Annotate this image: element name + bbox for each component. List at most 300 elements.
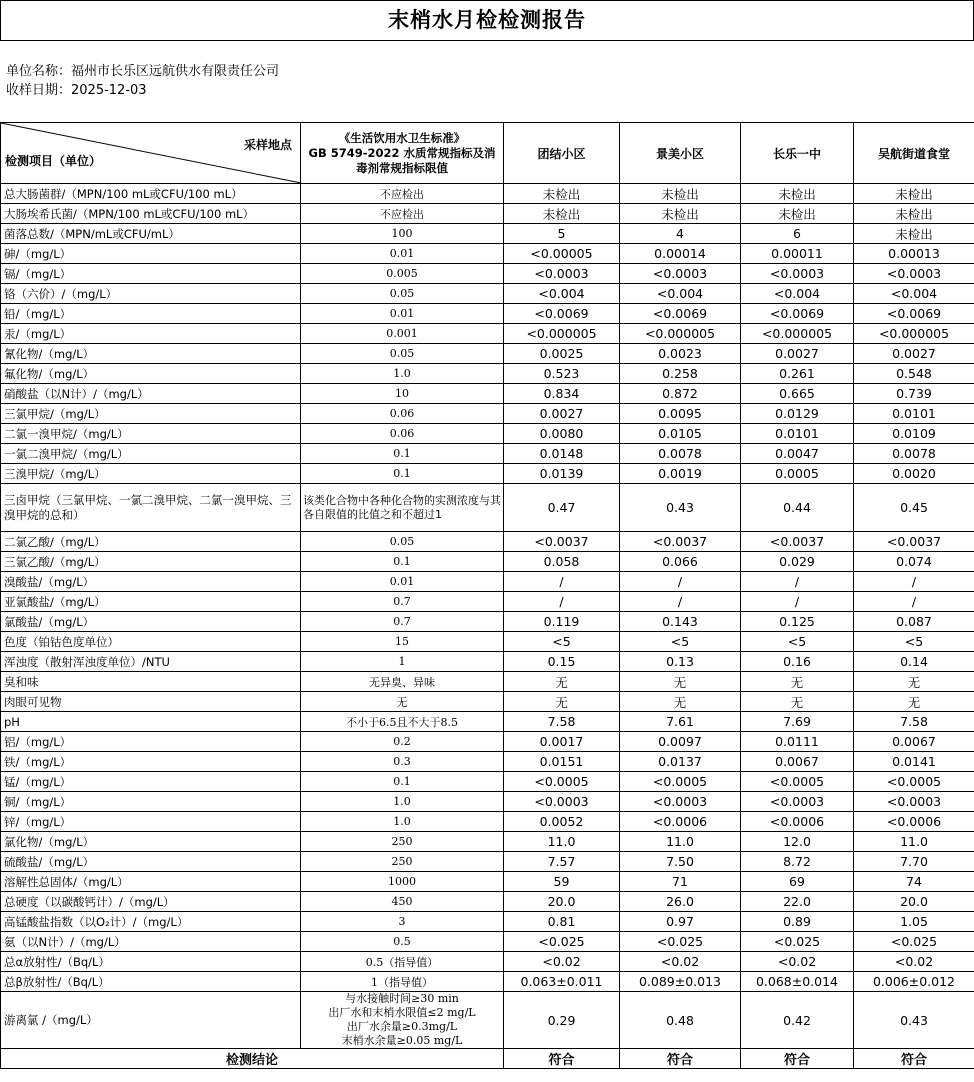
standard-value: 100 bbox=[301, 224, 504, 244]
item-name: 镉/（mg/L） bbox=[1, 264, 301, 284]
table-row bbox=[1, 224, 974, 244]
table-row bbox=[1, 612, 974, 632]
standard-value: 该类化合物中各种化合物的实测浓度与其各自限值的比值之和不超过1 bbox=[301, 484, 504, 532]
result-value: 11.0 bbox=[504, 832, 620, 852]
table-row bbox=[1, 424, 974, 444]
result-value: <0.0006 bbox=[854, 812, 974, 832]
result-value: 0.0027 bbox=[854, 344, 974, 364]
standard-value: 15 bbox=[301, 632, 504, 652]
standard-line: 出厂水和末梢水限值≤2 mg/L bbox=[328, 1006, 476, 1019]
result-value: <0.000005 bbox=[854, 324, 974, 344]
item-name: 溶解性总固体/（mg/L） bbox=[1, 872, 301, 892]
standard-value bbox=[301, 992, 504, 1049]
item-name: 汞/（mg/L） bbox=[1, 324, 301, 344]
result-value: 0.0023 bbox=[620, 344, 741, 364]
result-value: 0.125 bbox=[741, 612, 854, 632]
result-value: 无 bbox=[504, 692, 620, 712]
result-value: 0.0148 bbox=[504, 444, 620, 464]
result-value: 8.72 bbox=[741, 852, 854, 872]
result-value: 5 bbox=[504, 224, 620, 244]
standard-value: 1.0 bbox=[301, 364, 504, 384]
result-value: 11.0 bbox=[854, 832, 974, 852]
result-value: 7.70 bbox=[854, 852, 974, 872]
result-value: 0.0141 bbox=[854, 752, 974, 772]
unit-label: 单位名称： bbox=[6, 64, 72, 79]
result-value: 无 bbox=[741, 672, 854, 692]
conclusion-value: 符合 bbox=[741, 1049, 854, 1069]
result-value: <0.02 bbox=[741, 952, 854, 972]
item-name: 一氯二溴甲烷/（mg/L） bbox=[1, 444, 301, 464]
result-value: <0.0005 bbox=[620, 772, 741, 792]
result-value: 7.61 bbox=[620, 712, 741, 732]
result-value: 0.00013 bbox=[854, 244, 974, 264]
standard-value: 10 bbox=[301, 384, 504, 404]
item-name: 氨（以N计）/（mg/L） bbox=[1, 932, 301, 952]
item-name: 浑浊度（散射浑浊度单位）/NTU bbox=[1, 652, 301, 672]
result-value: 0.0019 bbox=[620, 464, 741, 484]
table-row bbox=[1, 464, 974, 484]
conclusion-value: 符合 bbox=[620, 1049, 741, 1069]
result-value: / bbox=[854, 572, 974, 592]
standard-value: 0.05 bbox=[301, 532, 504, 552]
corner-item-label: 检测项目（单位） bbox=[5, 154, 102, 168]
item-name: 肉眼可见物 bbox=[1, 692, 301, 712]
table-row bbox=[1, 712, 974, 732]
result-value: 0.00014 bbox=[620, 244, 741, 264]
item-name: 三氯甲烷/（mg/L） bbox=[1, 404, 301, 424]
result-value: 未检出 bbox=[854, 184, 974, 204]
table-row bbox=[1, 812, 974, 832]
result-value: 0.0027 bbox=[741, 344, 854, 364]
result-value: 12.0 bbox=[741, 832, 854, 852]
standard-value: 0.05 bbox=[301, 284, 504, 304]
table-row bbox=[1, 244, 974, 264]
standard-value: 3 bbox=[301, 912, 504, 932]
result-value: 0.0078 bbox=[620, 444, 741, 464]
result-value: 74 bbox=[854, 872, 974, 892]
item-name: 氯酸盐/（mg/L） bbox=[1, 612, 301, 632]
result-value: 0.89 bbox=[741, 912, 854, 932]
result-value: 0.063±0.011 bbox=[504, 972, 620, 992]
result-value: 0.0151 bbox=[504, 752, 620, 772]
standard-value: 1 bbox=[301, 652, 504, 672]
result-value: 11.0 bbox=[620, 832, 741, 852]
table-row bbox=[1, 264, 974, 284]
result-value: <0.0003 bbox=[504, 264, 620, 284]
result-value: 0.089±0.013 bbox=[620, 972, 741, 992]
result-value: 4 bbox=[620, 224, 741, 244]
result-value: 59 bbox=[504, 872, 620, 892]
table-row bbox=[1, 892, 974, 912]
standard-line: 末梢水余量≥0.05 mg/L bbox=[341, 1034, 463, 1047]
result-value: 无 bbox=[854, 672, 974, 692]
result-value: 未检出 bbox=[854, 204, 974, 224]
standard-value: 0.2 bbox=[301, 732, 504, 752]
standard-value: 0.005 bbox=[301, 264, 504, 284]
result-value: 0.834 bbox=[504, 384, 620, 404]
result-value: <0.004 bbox=[741, 284, 854, 304]
result-value: 0.523 bbox=[504, 364, 620, 384]
standard-line: 与水接触时间≥30 min bbox=[345, 992, 459, 1005]
item-name: 三卤甲烷（三氯甲烷、一氯二溴甲烷、二氯一溴甲烷、三溴甲烷的总和） bbox=[1, 484, 301, 532]
standard-value: 无异臭、异味 bbox=[301, 672, 504, 692]
result-value: 0.0020 bbox=[854, 464, 974, 484]
result-value: 0.0109 bbox=[854, 424, 974, 444]
header-row bbox=[1, 123, 974, 184]
result-value: 未检出 bbox=[504, 204, 620, 224]
item-name: 菌落总数/（MPN/mL或CFU/mL） bbox=[1, 224, 301, 244]
standard-value: 0.3 bbox=[301, 752, 504, 772]
result-value: 0.00011 bbox=[741, 244, 854, 264]
standard-header bbox=[301, 123, 504, 184]
table-row bbox=[1, 692, 974, 712]
item-name: pH bbox=[1, 712, 301, 732]
conclusion-row bbox=[1, 1049, 974, 1069]
standard-value: 0.001 bbox=[301, 324, 504, 344]
table-row bbox=[1, 792, 974, 812]
table-row bbox=[1, 572, 974, 592]
result-value: 0.0078 bbox=[854, 444, 974, 464]
result-value: 0.258 bbox=[620, 364, 741, 384]
thm-body bbox=[1, 484, 974, 532]
result-value: <0.0037 bbox=[854, 532, 974, 552]
result-value: 0.0101 bbox=[741, 424, 854, 444]
result-value: 0.058 bbox=[504, 552, 620, 572]
standard-value: 不应检出 bbox=[301, 204, 504, 224]
result-value: 0.0111 bbox=[741, 732, 854, 752]
result-value: <0.004 bbox=[620, 284, 741, 304]
result-value: / bbox=[620, 572, 741, 592]
standard-value: 0.1 bbox=[301, 552, 504, 572]
table-row bbox=[1, 732, 974, 752]
result-value: <0.0037 bbox=[504, 532, 620, 552]
result-value: 0.0095 bbox=[620, 404, 741, 424]
result-value: 0.0080 bbox=[504, 424, 620, 444]
item-name: 臭和味 bbox=[1, 672, 301, 692]
item-name: 铅/（mg/L） bbox=[1, 304, 301, 324]
result-value: 0.0005 bbox=[741, 464, 854, 484]
result-value: <0.0003 bbox=[741, 264, 854, 284]
result-value: 未检出 bbox=[504, 184, 620, 204]
table-row bbox=[1, 552, 974, 572]
item-name: 氯化物/（mg/L） bbox=[1, 832, 301, 852]
table-row bbox=[1, 672, 974, 692]
result-value: <0.0006 bbox=[741, 812, 854, 832]
result-value: <0.0003 bbox=[620, 264, 741, 284]
result-value: / bbox=[741, 572, 854, 592]
result-value: <0.0003 bbox=[854, 264, 974, 284]
standard-value: 0.7 bbox=[301, 612, 504, 632]
result-value: 无 bbox=[504, 672, 620, 692]
item-name: 游离氯 /（mg/L） bbox=[1, 992, 301, 1049]
standard-value: 0.06 bbox=[301, 404, 504, 424]
item-name: 氰化物/（mg/L） bbox=[1, 344, 301, 364]
result-value: 0.548 bbox=[854, 364, 974, 384]
standard-value: 0.06 bbox=[301, 424, 504, 444]
result-value: 0.42 bbox=[741, 992, 854, 1049]
result-value: 0.0067 bbox=[854, 732, 974, 752]
result-value: <0.025 bbox=[504, 932, 620, 952]
result-value: 0.0027 bbox=[504, 404, 620, 424]
result-value: / bbox=[504, 592, 620, 612]
result-value: 0.48 bbox=[620, 992, 741, 1049]
result-value: 0.087 bbox=[854, 612, 974, 632]
results-body-2 bbox=[1, 532, 974, 992]
table-row bbox=[1, 972, 974, 992]
standard-value: 0.1 bbox=[301, 772, 504, 792]
table-row bbox=[1, 444, 974, 464]
item-name: 硝酸盐（以N计）/（mg/L） bbox=[1, 384, 301, 404]
result-value: <0.025 bbox=[620, 932, 741, 952]
result-value: <0.0069 bbox=[741, 304, 854, 324]
result-value: <0.0006 bbox=[620, 812, 741, 832]
table-row bbox=[1, 184, 974, 204]
result-value: 0.068±0.014 bbox=[741, 972, 854, 992]
item-name: 高锰酸盐指数（以O₂计）/（mg/L） bbox=[1, 912, 301, 932]
result-value: 0.006±0.012 bbox=[854, 972, 974, 992]
item-name: 总α放射性/（Bq/L） bbox=[1, 952, 301, 972]
result-value: 22.0 bbox=[741, 892, 854, 912]
result-value: <0.0005 bbox=[504, 772, 620, 792]
item-name: 铁/（mg/L） bbox=[1, 752, 301, 772]
site-header: 团结小区 bbox=[504, 123, 620, 184]
result-value: 0.872 bbox=[620, 384, 741, 404]
table-row bbox=[1, 652, 974, 672]
table-row bbox=[1, 832, 974, 852]
site-header: 长乐一中 bbox=[741, 123, 854, 184]
result-value: <0.0005 bbox=[854, 772, 974, 792]
result-value: 未检出 bbox=[741, 204, 854, 224]
table-row bbox=[1, 912, 974, 932]
table-row bbox=[1, 384, 974, 404]
result-value: <0.00005 bbox=[504, 244, 620, 264]
item-name: 二氯乙酸/（mg/L） bbox=[1, 532, 301, 552]
standard-value: 0.05 bbox=[301, 344, 504, 364]
site-header: 景美小区 bbox=[620, 123, 741, 184]
standard-value: 0.1 bbox=[301, 444, 504, 464]
date-label: 收样日期： bbox=[6, 83, 72, 98]
item-name: 铬（六价）/（mg/L） bbox=[1, 284, 301, 304]
standard-value: 不小于6.5且不大于8.5 bbox=[301, 712, 504, 732]
result-value: 0.143 bbox=[620, 612, 741, 632]
table-row bbox=[1, 404, 974, 424]
result-value: <0.0069 bbox=[504, 304, 620, 324]
result-value: <0.0069 bbox=[854, 304, 974, 324]
result-value: 0.14 bbox=[854, 652, 974, 672]
standard-value: 0.1 bbox=[301, 464, 504, 484]
result-value: 0.119 bbox=[504, 612, 620, 632]
item-name: 三溴甲烷/（mg/L） bbox=[1, 464, 301, 484]
result-value: 未检出 bbox=[620, 204, 741, 224]
unit-name: 福州市长乐区远航供水有限责任公司 bbox=[71, 64, 280, 79]
result-value: 0.074 bbox=[854, 552, 974, 572]
result-value: 0.029 bbox=[741, 552, 854, 572]
standard-value: 450 bbox=[301, 892, 504, 912]
item-name: 总β放射性/（Bq/L） bbox=[1, 972, 301, 992]
table-row bbox=[1, 364, 974, 384]
table-row bbox=[1, 992, 974, 1049]
result-value: <0.0003 bbox=[741, 792, 854, 812]
standard-value: 0.01 bbox=[301, 572, 504, 592]
result-value: 71 bbox=[620, 872, 741, 892]
item-name: 二氯一溴甲烷/（mg/L） bbox=[1, 424, 301, 444]
result-value: 0.0139 bbox=[504, 464, 620, 484]
standard-value: 不应检出 bbox=[301, 184, 504, 204]
table-row bbox=[1, 752, 974, 772]
conclusion-value: 符合 bbox=[504, 1049, 620, 1069]
item-name: 铜/（mg/L） bbox=[1, 792, 301, 812]
result-value: 26.0 bbox=[620, 892, 741, 912]
standard-line: 出厂水余量≥0.3mg/L bbox=[346, 1020, 458, 1033]
result-value: / bbox=[504, 572, 620, 592]
item-name: 砷/（mg/L） bbox=[1, 244, 301, 264]
result-value: 0.066 bbox=[620, 552, 741, 572]
standard-value: 1.0 bbox=[301, 792, 504, 812]
result-value: 0.0105 bbox=[620, 424, 741, 444]
result-value: / bbox=[741, 592, 854, 612]
item-name: 溴酸盐/（mg/L） bbox=[1, 572, 301, 592]
result-value: 无 bbox=[620, 692, 741, 712]
standard-value: 250 bbox=[301, 852, 504, 872]
standard-value: 1000 bbox=[301, 872, 504, 892]
item-name: 氟化物/（mg/L） bbox=[1, 364, 301, 384]
result-value: 未检出 bbox=[854, 224, 974, 244]
item-name: 三氯乙酸/（mg/L） bbox=[1, 552, 301, 572]
result-value: <0.02 bbox=[620, 952, 741, 972]
result-value: 0.45 bbox=[854, 484, 974, 532]
result-value: / bbox=[620, 592, 741, 612]
item-name: 总大肠菌群/（MPN/100 mL或CFU/100 mL） bbox=[1, 184, 301, 204]
result-value: <0.000005 bbox=[741, 324, 854, 344]
result-value: <0.025 bbox=[741, 932, 854, 952]
result-value: 0.44 bbox=[741, 484, 854, 532]
result-value: 未检出 bbox=[741, 184, 854, 204]
standard-value: 0.7 bbox=[301, 592, 504, 612]
unit-info bbox=[6, 63, 279, 80]
result-value: <0.0003 bbox=[504, 792, 620, 812]
result-value: 0.29 bbox=[504, 992, 620, 1049]
result-value: 7.57 bbox=[504, 852, 620, 872]
result-value: 未检出 bbox=[620, 184, 741, 204]
results-body-1 bbox=[1, 184, 974, 484]
chlorine-body bbox=[1, 992, 974, 1069]
result-value: 0.665 bbox=[741, 384, 854, 404]
result-value: 69 bbox=[741, 872, 854, 892]
result-value: <0.000005 bbox=[620, 324, 741, 344]
conclusion-label: 检测结论 bbox=[1, 1049, 504, 1069]
table-row bbox=[1, 284, 974, 304]
result-value: <0.004 bbox=[854, 284, 974, 304]
standard-value: 无 bbox=[301, 692, 504, 712]
result-value: <0.000005 bbox=[504, 324, 620, 344]
table-row bbox=[1, 932, 974, 952]
result-value: 0.13 bbox=[620, 652, 741, 672]
result-value: 0.16 bbox=[741, 652, 854, 672]
result-value: <5 bbox=[620, 632, 741, 652]
standard-value: 0.01 bbox=[301, 304, 504, 324]
table-row bbox=[1, 852, 974, 872]
table-row bbox=[1, 772, 974, 792]
standard-value: 0.5 bbox=[301, 932, 504, 952]
result-value: <5 bbox=[854, 632, 974, 652]
report-table bbox=[0, 122, 974, 1069]
result-value: 7.50 bbox=[620, 852, 741, 872]
item-name: 色度（铂钴色度单位） bbox=[1, 632, 301, 652]
result-value: / bbox=[854, 592, 974, 612]
result-value: <0.0003 bbox=[854, 792, 974, 812]
standard-value: 0.01 bbox=[301, 244, 504, 264]
item-name: 铝/（mg/L） bbox=[1, 732, 301, 752]
result-value: 0.97 bbox=[620, 912, 741, 932]
result-value: <0.0069 bbox=[620, 304, 741, 324]
result-value: 20.0 bbox=[504, 892, 620, 912]
result-value: 20.0 bbox=[854, 892, 974, 912]
result-value: 0.43 bbox=[620, 484, 741, 532]
result-value: 1.05 bbox=[854, 912, 974, 932]
standard-value: 250 bbox=[301, 832, 504, 852]
table-row bbox=[1, 872, 974, 892]
result-value: 0.0101 bbox=[854, 404, 974, 424]
table-row bbox=[1, 324, 974, 344]
corner-header bbox=[1, 123, 301, 184]
table-row bbox=[1, 484, 974, 532]
result-value: 0.47 bbox=[504, 484, 620, 532]
result-value: 0.739 bbox=[854, 384, 974, 404]
report-title: 末梢水月检检测报告 bbox=[0, 0, 974, 41]
result-value: 0.81 bbox=[504, 912, 620, 932]
result-value: 0.0025 bbox=[504, 344, 620, 364]
result-value: <0.02 bbox=[504, 952, 620, 972]
result-value: 7.58 bbox=[854, 712, 974, 732]
result-value: 无 bbox=[741, 692, 854, 712]
result-value: 0.261 bbox=[741, 364, 854, 384]
standard-value: 0.5（指导值） bbox=[301, 952, 504, 972]
result-value: <0.0037 bbox=[620, 532, 741, 552]
result-value: <0.0005 bbox=[741, 772, 854, 792]
table-row bbox=[1, 632, 974, 652]
table-row bbox=[1, 204, 974, 224]
table-row bbox=[1, 592, 974, 612]
result-value: 0.15 bbox=[504, 652, 620, 672]
result-value: 0.0067 bbox=[741, 752, 854, 772]
item-name: 总硬度（以碳酸钙计）/（mg/L） bbox=[1, 892, 301, 912]
result-value: 0.43 bbox=[854, 992, 974, 1049]
result-value: 7.58 bbox=[504, 712, 620, 732]
item-name: 锌/（mg/L） bbox=[1, 812, 301, 832]
result-value: <5 bbox=[504, 632, 620, 652]
item-name: 硫酸盐/（mg/L） bbox=[1, 852, 301, 872]
result-value: 7.69 bbox=[741, 712, 854, 732]
conclusion-value: 符合 bbox=[854, 1049, 974, 1069]
result-value: 0.0129 bbox=[741, 404, 854, 424]
item-name: 亚氯酸盐/（mg/L） bbox=[1, 592, 301, 612]
standard-value: 1.0 bbox=[301, 812, 504, 832]
result-value: <5 bbox=[741, 632, 854, 652]
result-value: 0.0052 bbox=[504, 812, 620, 832]
site-header: 吴航街道食堂 bbox=[854, 123, 974, 184]
result-value: <0.02 bbox=[854, 952, 974, 972]
standard-header-line2: GB 5749-2022 水质常规指标及消毒剂常规指标限值 bbox=[308, 145, 496, 175]
result-value: <0.025 bbox=[854, 932, 974, 952]
table-row bbox=[1, 304, 974, 324]
item-name: 大肠埃希氏菌/（MPN/100 mL或CFU/100 mL） bbox=[1, 204, 301, 224]
result-value: <0.0003 bbox=[620, 792, 741, 812]
table-row bbox=[1, 532, 974, 552]
result-value: 0.0097 bbox=[620, 732, 741, 752]
item-name: 锰/（mg/L） bbox=[1, 772, 301, 792]
result-value: 0.0017 bbox=[504, 732, 620, 752]
standard-value: 1（指导值） bbox=[301, 972, 504, 992]
